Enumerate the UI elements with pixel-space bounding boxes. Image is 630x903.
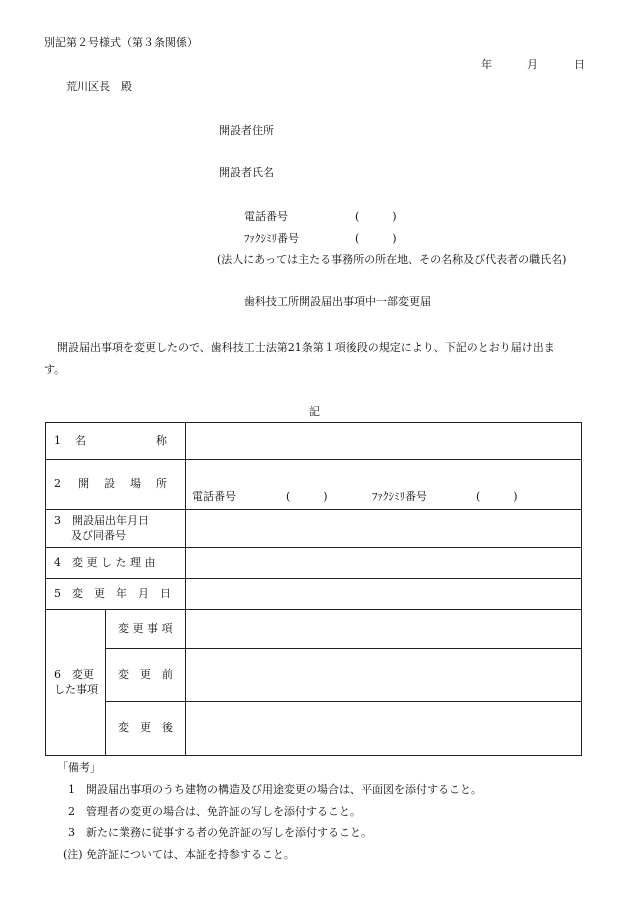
row-changed-items	[46, 610, 582, 649]
label-change-item: 変 更 事 項	[106, 610, 186, 649]
value-opening-date[interactable]	[186, 510, 582, 548]
date-line	[481, 58, 585, 72]
notification-form-table	[45, 422, 582, 756]
value-reason[interactable]	[186, 548, 582, 579]
applicant-address-label: 開設者住所	[219, 124, 274, 137]
applicant-name-label: 開設者氏名	[219, 166, 274, 179]
label-change-date: 5 変 更 年 月 日	[46, 579, 186, 610]
phone-label: 電話番号	[244, 210, 288, 223]
corporation-note: (法人にあっては主たる事務所の所在地、その名称及び代表者の職氏名)	[217, 253, 567, 266]
date-day-label: 日	[574, 58, 585, 71]
label-name: 1 名 称	[46, 423, 186, 460]
ki-heading: 記	[309, 405, 320, 418]
body-text-line-2: す。	[44, 363, 66, 376]
value-after-change[interactable]	[186, 702, 582, 756]
note-2: 2 管理者の変更の場合は、免許証の写しを添付すること。	[68, 804, 361, 818]
location-fax-label: ﾌｧｸｼﾐﾘ番号	[372, 490, 427, 504]
row-reason	[46, 548, 582, 579]
value-before-change[interactable]	[186, 649, 582, 702]
value-location[interactable]	[186, 460, 582, 510]
row-change-date	[46, 579, 582, 610]
location-fax-paren: ( )	[476, 490, 518, 504]
notes-section	[57, 761, 482, 862]
label-opening-date: 3 開設届出年月日 及び同番号	[46, 510, 186, 548]
note-caution: (注) 免許証については、本証を持参すること。	[63, 848, 295, 861]
date-month-label: 月	[527, 58, 538, 71]
row-opening-date	[46, 510, 582, 548]
row-name	[46, 423, 582, 460]
date-year-label: 年	[481, 58, 492, 71]
document-title: 歯科技工所開設届出事項中一部変更届	[244, 295, 431, 308]
note-3: 3 新たに業務に従事する者の免許証の写しを添付すること。	[68, 826, 372, 840]
label-reason: 4 変 更 し た 理 由	[46, 548, 186, 579]
form-label: 別記第２号様式（第３条関係）	[44, 36, 198, 49]
value-name[interactable]	[186, 423, 582, 460]
note-1: 1 開設届出事項のうち建物の構造及び用途変更の場合は、平面図を添付すること。	[68, 782, 482, 796]
body-text-line-1: 開設届出事項を変更したので、歯科技工士法第21条第１項後段の規定により、下記のとおり届け出ま	[57, 341, 555, 354]
label-location: 2 開 設 場 所	[46, 460, 186, 510]
fax-label: ﾌｧｸｼﾐﾘ番号	[244, 232, 299, 245]
location-phone-label: 電話番号	[192, 490, 236, 504]
phone-paren: ( )	[355, 210, 397, 223]
fax-paren: ( )	[355, 232, 397, 245]
location-phone-paren: ( )	[286, 490, 328, 504]
label-before-change: 変 更 前	[106, 649, 186, 702]
label-after-change: 変 更 後	[106, 702, 186, 756]
row-location	[46, 460, 582, 510]
value-change-date[interactable]	[186, 579, 582, 610]
addressee: 荒川区長 殿	[66, 80, 132, 93]
label-changed-matters: 6 変更 した事項	[46, 610, 106, 756]
notes-heading: 「備考」	[57, 761, 101, 774]
value-change-item[interactable]	[186, 610, 582, 649]
row-before-change	[46, 649, 582, 702]
row-after-change	[46, 702, 582, 756]
